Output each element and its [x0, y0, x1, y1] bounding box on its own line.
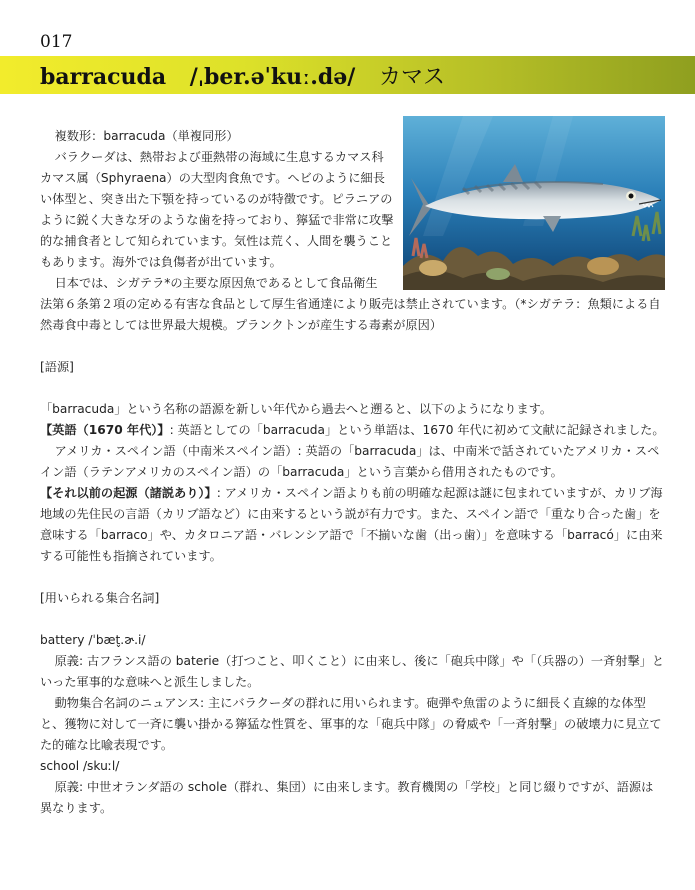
english-text: : 英語としての「barracuda」という単語は、1670 年代に初めて文献に記録されました。	[169, 423, 665, 437]
battery-origin: 原義: 古フランス語の baterie（打つこと、叩くこと）に由来し、後に「砲兵中隊」や「（兵器の）一斉射撃」といった軍事的な意味へと派生しました。	[40, 654, 665, 689]
pronunciation: /ˌber.əˈkuː.də/	[189, 64, 356, 90]
etymology-intro: 「barracuda」という名称の語源を新しい年代から過去へと遡ると、以下のようになります。	[40, 402, 553, 416]
origin-text: : アメリカ・スペイン語よりも前の明確な起源は謎に包まれていますが、カリブ海地域の先住民の言語（カリブ語など）に由来するという説が有力です。また、スペイン語で「重なり合った歯」を意味する「barraco」や、カタロニア語・バレンシア語で「不揃いな歯（出っ歯）」を意味する「barracó」に由来する可能性も指摘されています。	[40, 486, 663, 563]
etymology-heading: [語源]	[40, 360, 74, 374]
entry-title	[40, 60, 461, 91]
entry-body	[40, 126, 665, 819]
description-paragraph: バラクーダは、熱帯および亜熱帯の海域に生息するカマス科カマス属（Sphyraena）の大型肉食魚です。ヘビのように細長い体型と、突き出た下顎を持っているのが特徴です。ピラニアのように鋭く大きな牙のような歯を持っており、獰猛で非常に攻撃的な捕食者として知られています。気性は荒く、人間を襲うこともあります。海外では負傷者が出ています。	[40, 150, 394, 269]
battery-nuance: 動物集合名詞のニュアンス: 主にバラクーダの群れに用いられます。砲弾や魚雷のように細長く直線的な体型と、獲物に対して一斉に襲い掛かる獰猛な性質を、軍事的な「砲兵中隊」の脅威や「一斉射撃」の破壊力に見立てた的確な比喩表現です。	[40, 696, 662, 752]
regulation-paragraph-end: 法第６条第２項の定める有害な食品として厚生省通達により販売は禁止されています。（*シガテラ：魚類による自然毒食中毒としては世界最大規模。プランクトンが産生する毒素が原因）	[40, 297, 661, 332]
etymology-english	[40, 420, 665, 441]
english-label: 【英語（1670 年代）】	[40, 423, 170, 437]
headword: barracuda	[40, 64, 167, 90]
collective-term-school: school /skuːl/	[40, 759, 120, 773]
etymology-spanish: アメリカ・スペイン語（中南米スペイン語）: 英語の「barracuda」は、中南米で話されていたアメリカ・スペイン語（ラテンアメリカのスペイン語）の「barracuda」という言葉から借用されたものです。	[40, 444, 660, 479]
origin-label: 【それ以前の起源（諸説あり）】	[40, 486, 217, 500]
regulation-paragraph-start: 日本では、シガテラ*の主要な原因魚であるとして食品衛生	[54, 276, 378, 290]
japanese-name: カマス	[378, 65, 445, 90]
collective-term-battery: battery /ˈbæt̬.ɚ.i/	[40, 633, 146, 647]
page-number: 017	[40, 32, 73, 52]
collective-heading: [用いられる集合名詞]	[40, 591, 160, 605]
title-band	[0, 56, 695, 94]
school-origin: 原義: 中世オランダ語の schole（群れ、集団）に由来します。教育機関の「学校」と同じ綴りですが、語源は異なります。	[40, 780, 654, 815]
plural-form: 複数形：barracuda（単複同形）	[54, 129, 239, 143]
etymology-origin	[40, 483, 665, 567]
